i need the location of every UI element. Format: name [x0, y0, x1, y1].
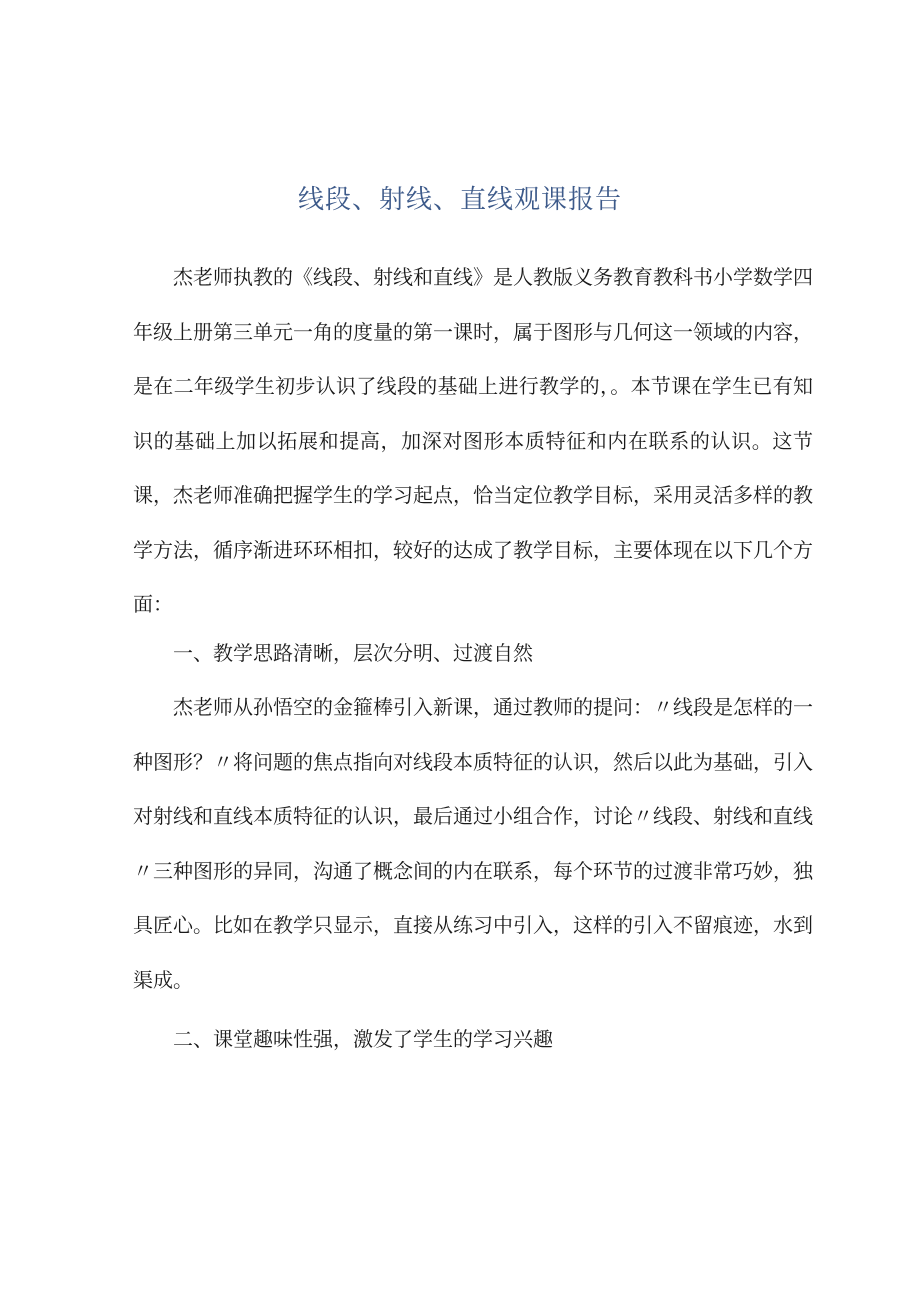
section-paragraph-1: 杰老师从孙悟空的金箍棒引入新课，通过教师的提问：〃线段是怎样的一种图形？〃将问题的焦点指向对线段本质特征的认识，然后以此为基础，引入对射线和直线本质特征的认识，最后通过小组合作，讨论〃线段、射线和直线〃三种图形的异同，沟通了概念间的内在联系，每个环节的过渡非常巧妙，独具匠心。比如在教学只显示，直接从练习中引入，这样的引入不留痕迹，水到渠成。: [133, 695, 813, 992]
intro-paragraph: 杰老师执教的《线段、射线和直线》是人教版义务教育教科书小学数学四年级上册第三单元一角的度量的第一课时，属于图形与几何这一领域的内容，是在二年级学生初步认识了线段的基础上进行教学的，。本节课在学生已有知识的基础上加以拓展和提高，加深对图形本质特征和内在联系的认识。这节课，杰老师准确把握学生的学习起点，恰当定位教学目标，采用灵活多样的教学方法，循序渐进环环相扣，较好的达成了教学目标，主要体现在以下几个方面：: [133, 265, 813, 616]
section-heading-2: 二、课堂趣味性强，激发了学生的学习兴趣: [173, 1027, 553, 1051]
document-title: 线段、射线、直线观课报告: [297, 185, 622, 215]
section-heading-1: 一、教学思路清晰，层次分明、过渡自然: [173, 641, 533, 665]
